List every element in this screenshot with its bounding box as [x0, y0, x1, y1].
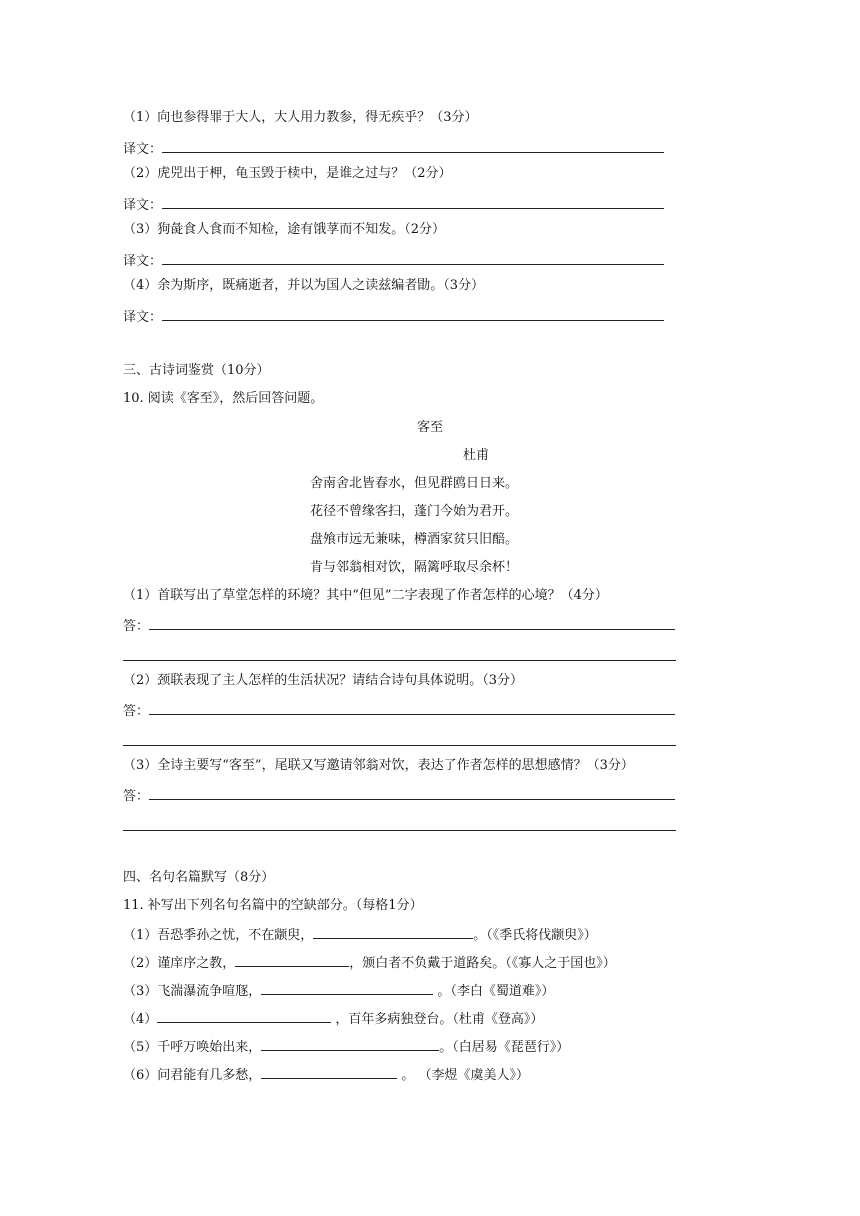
poem-answer-label: 答： [123, 704, 150, 719]
dictation-item-3 [123, 981, 554, 1001]
poem-answer-line[interactable] [123, 660, 676, 661]
dictation-prefix: （5）千呼万唤始出来， [123, 1040, 262, 1055]
dictation-blank[interactable] [235, 953, 349, 967]
dictation-suffix: ，百年多病独登台。（杜甫《登高》） [331, 1012, 544, 1027]
section-4-heading: 四、名句名篇默写（8分） [123, 870, 275, 885]
dictation-item-4 [123, 1009, 543, 1029]
translation-answer-3 [123, 251, 664, 271]
translation-answer-label: 译文： [123, 254, 163, 269]
translation-question-2: （2）虎兕出于柙，龟玉毁于椟中，是谁之过与？（2分） [123, 166, 452, 181]
poem-answer-line[interactable] [123, 745, 676, 746]
dictation-blank[interactable] [261, 981, 433, 995]
translation-answer-4 [123, 307, 664, 327]
translation-answer-blank[interactable] [162, 251, 664, 265]
translation-question-1: （1）向也参得罪于大人，大人用力教参，得无疾乎？（3分） [123, 110, 478, 125]
translation-question-3: （3）狗彘食人食而不知检，途有饿莩而不知发。（2分） [123, 222, 446, 237]
section-3-intro: 10. 阅读《客至》，然后回答问题。 [123, 391, 324, 406]
dictation-blank[interactable] [261, 1065, 397, 1079]
poem-answer-line[interactable] [123, 830, 676, 831]
translation-answer-label: 译文： [123, 310, 163, 325]
translation-answer-2 [123, 195, 664, 215]
section-4-intro: 11. 补写出下列名句名篇中的空缺部分。（每格1分） [123, 898, 423, 913]
translation-answer-blank[interactable] [162, 195, 664, 209]
poem-line: 肯与邻翁相对饮，隔篱呼取尽余杯！ [310, 560, 519, 575]
dictation-item-2 [123, 953, 616, 973]
dictation-prefix: （6）问君能有几多愁， [123, 1068, 262, 1083]
dictation-item-6 [123, 1065, 529, 1085]
poem-author: 杜甫 [463, 448, 490, 463]
section-3-heading: 三、古诗词鉴赏（10分） [123, 363, 270, 378]
dictation-suffix: 。（白居易《琵琶行》） [439, 1040, 570, 1055]
poem-line: 舍南舍北皆春水，但见群鸥日日来。 [310, 476, 519, 491]
dictation-prefix: （2）谨庠序之教， [123, 956, 236, 971]
poem-answer-label: 答： [123, 789, 150, 804]
poem-answer-1 [123, 616, 675, 636]
poem-title: 客至 [416, 420, 443, 435]
dictation-suffix: ，颁白者不负戴于道路矣。（《寡人之于国也》） [349, 956, 616, 971]
poem-answer-blank[interactable] [149, 701, 675, 715]
poem-question-3: （3）全诗主要写“客至”，尾联又写邀请邻翁对饮，表达了作者怎样的思想感情？（3分） [123, 758, 634, 773]
poem-line: 花径不曾缘客扫，蓬门今始为君开。 [310, 504, 519, 519]
translation-question-4: （4）余为斯序，既痛逝者，并以为国人之读兹编者勖。（3分） [123, 278, 485, 293]
dictation-suffix: 。（李白《蜀道难》） [433, 984, 555, 999]
poem-line: 盘飧市远无兼味，樽酒家贫只旧醅。 [310, 532, 519, 547]
dictation-prefix: （3）飞湍瀑流争喧豗， [123, 984, 262, 999]
dictation-item-5 [123, 1037, 569, 1057]
poem-answer-blank[interactable] [149, 786, 675, 800]
poem-question-1: （1）首联写出了草堂怎样的环境？其中“但见”二字表现了作者怎样的心境？（4分） [123, 588, 608, 603]
dictation-prefix: （4） [123, 1012, 158, 1027]
dictation-item-1 [123, 925, 597, 945]
dictation-suffix: 。 （李煜《虞美人》） [397, 1068, 530, 1083]
translation-answer-1 [123, 139, 664, 159]
dictation-blank[interactable] [157, 1009, 331, 1023]
dictation-prefix: （1）吾恐季孙之忧，不在颛臾， [123, 928, 314, 943]
translation-answer-blank[interactable] [162, 307, 664, 321]
poem-answer-blank[interactable] [149, 616, 675, 630]
translation-answer-label: 译文： [123, 142, 163, 157]
poem-question-2: （2）颈联表现了主人怎样的生活状况？请结合诗句具体说明。（3分） [123, 673, 524, 688]
dictation-blank[interactable] [313, 925, 473, 939]
poem-answer-2 [123, 701, 675, 721]
translation-answer-blank[interactable] [162, 139, 664, 153]
translation-answer-label: 译文： [123, 198, 163, 213]
dictation-blank[interactable] [261, 1037, 439, 1051]
dictation-suffix: 。（《季氏将伐颛臾》） [473, 928, 597, 943]
poem-answer-label: 答： [123, 619, 150, 634]
poem-answer-3 [123, 786, 675, 806]
